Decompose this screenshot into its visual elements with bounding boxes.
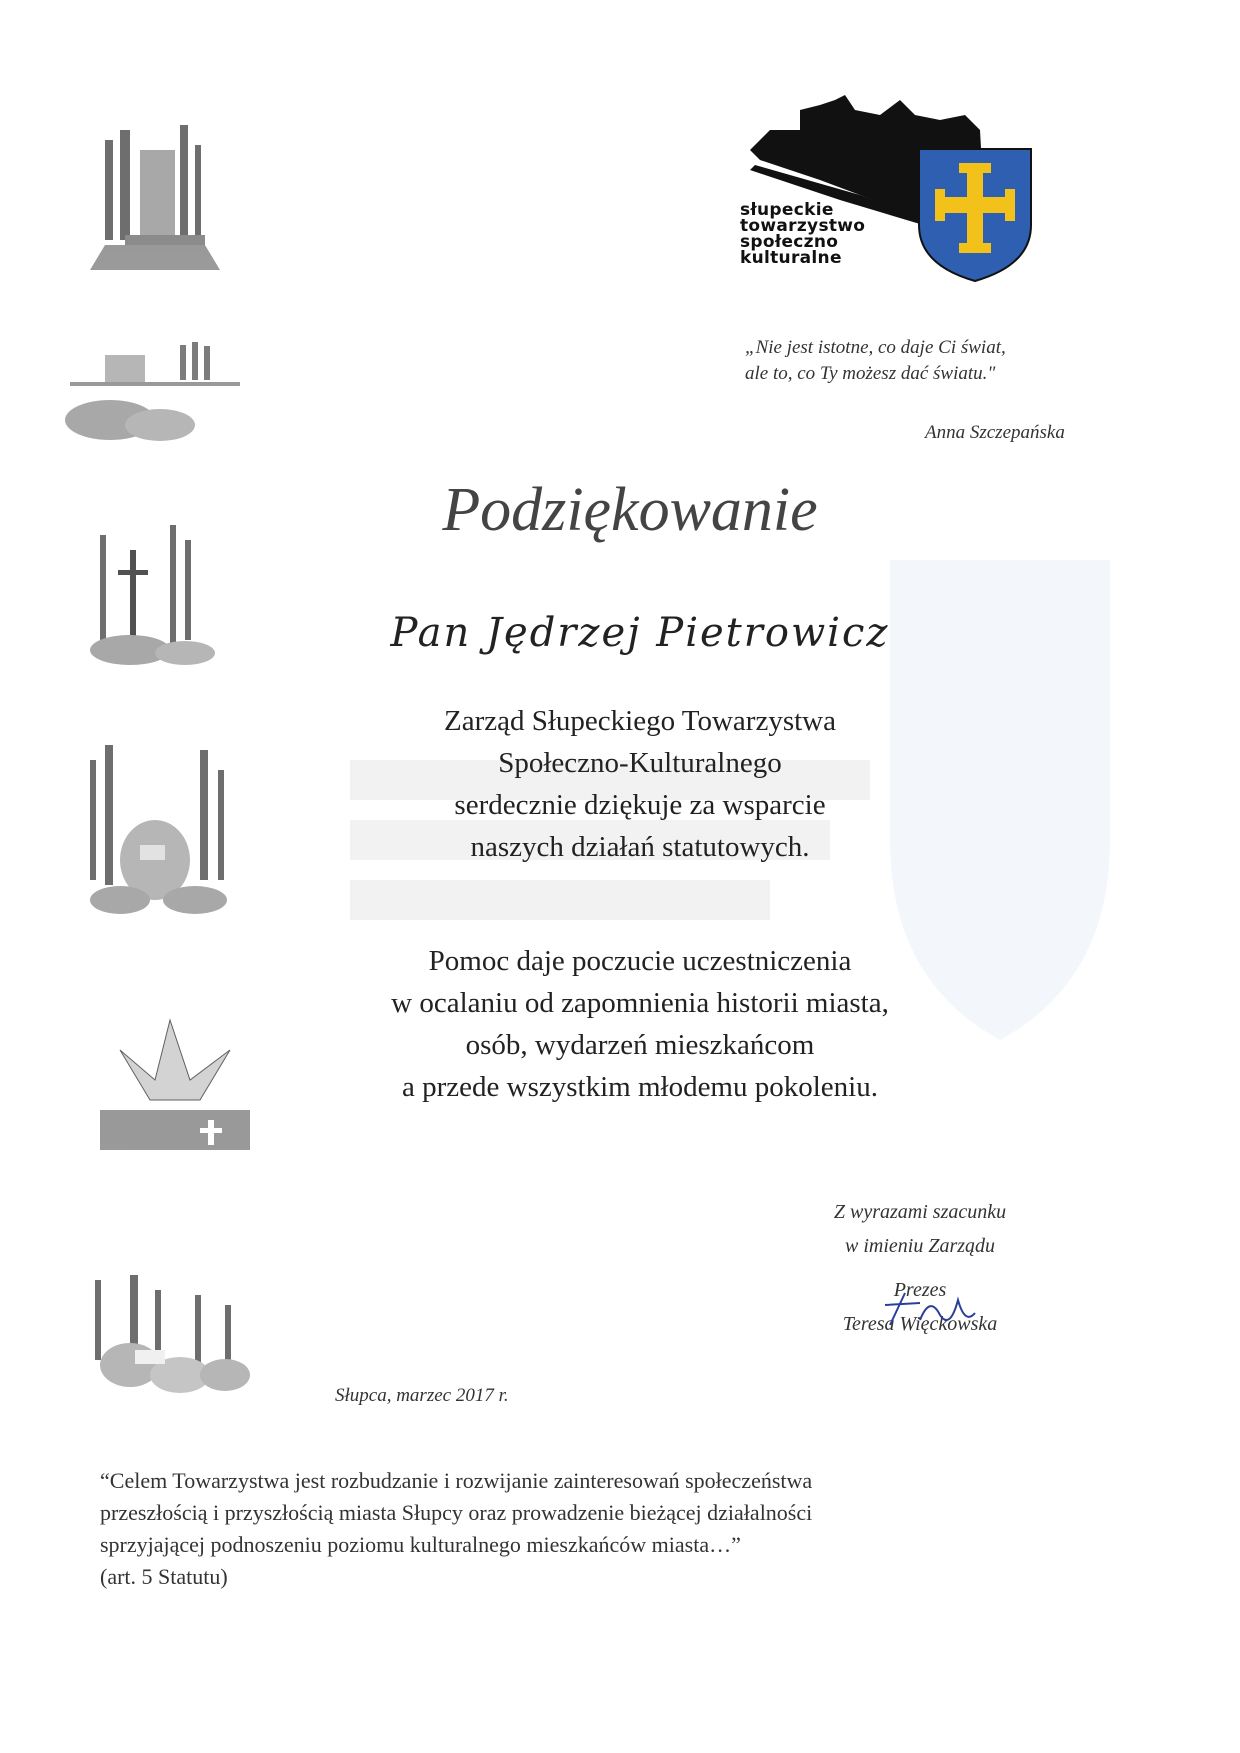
logo-line: kulturalne <box>740 248 842 268</box>
paragraph-line: w ocalaniu od zapomnienia historii miasta, <box>391 987 889 1019</box>
purpose-paragraph <box>320 940 960 1108</box>
motto-line: ale to, co Ty możesz dać światu." <box>745 363 996 384</box>
stones-sketch <box>85 1270 265 1400</box>
closing-line: Z wyrazami szacunku <box>833 1201 1007 1223</box>
boulder-sketch <box>80 740 240 920</box>
paragraph-line: serdecznie dziękuje za wsparcie <box>454 789 826 821</box>
recipient-name: Pan Jędrzej Pietrowicz <box>390 610 890 656</box>
logo-line: społeczno <box>740 232 839 252</box>
logo-text <box>740 202 865 266</box>
coat-of-arms-icon <box>915 145 1035 285</box>
thanks-paragraph <box>320 700 960 868</box>
place-date: Słupca, marzec 2017 r. <box>335 1385 509 1406</box>
lake-stone-sketch <box>50 340 250 450</box>
paragraph-line: a przede wszystkim młodemu pokoleniu. <box>402 1071 878 1103</box>
organization-logo <box>740 90 1060 290</box>
signer-name: Teresa Więckowska <box>842 1313 998 1335</box>
motto-author: Anna Szczepańska <box>925 422 1065 443</box>
statute-quote <box>100 1465 1140 1593</box>
logo-line: towarzystwo <box>740 216 866 236</box>
signer-role: Prezes <box>893 1279 947 1301</box>
statute-line: “Celem Towarzystwa jest rozbudzanie i rozwijanie zainteresowań społeczeństwa <box>100 1468 813 1493</box>
statute-line: sprzyjającej podnoszeniu poziomu kulturalnego mieszkańców miasta…” <box>100 1532 741 1557</box>
motto-line: „Nie jest istotne, co daje Ci świat, <box>745 337 1006 358</box>
monument-sketch <box>80 120 230 280</box>
logo-line: słupeckie <box>740 200 834 220</box>
paragraph-line: osób, wydarzeń mieszkańcom <box>465 1029 815 1061</box>
signature-scribble <box>880 1285 990 1335</box>
motto-quote <box>745 335 1006 387</box>
statute-line: (art. 5 Statutu) <box>100 1564 228 1589</box>
paragraph-line: naszych działań statutowych. <box>470 831 810 863</box>
statute-line: przeszłością i przyszłością miasta Słupcy oraz prowadzenie bieżącej działalności <box>100 1500 813 1525</box>
paragraph-line: Społeczno-Kulturalnego <box>498 747 782 779</box>
eagle-monument-sketch <box>90 1010 260 1160</box>
cross-sketch <box>80 525 230 675</box>
closing-line: w imieniu Zarządu <box>844 1235 996 1257</box>
paragraph-line: Pomoc daje poczucie uczestniczenia <box>428 945 852 977</box>
paragraph-line: Zarząd Słupeckiego Towarzystwa <box>443 705 836 737</box>
document-title: Podziękowanie <box>442 476 818 544</box>
